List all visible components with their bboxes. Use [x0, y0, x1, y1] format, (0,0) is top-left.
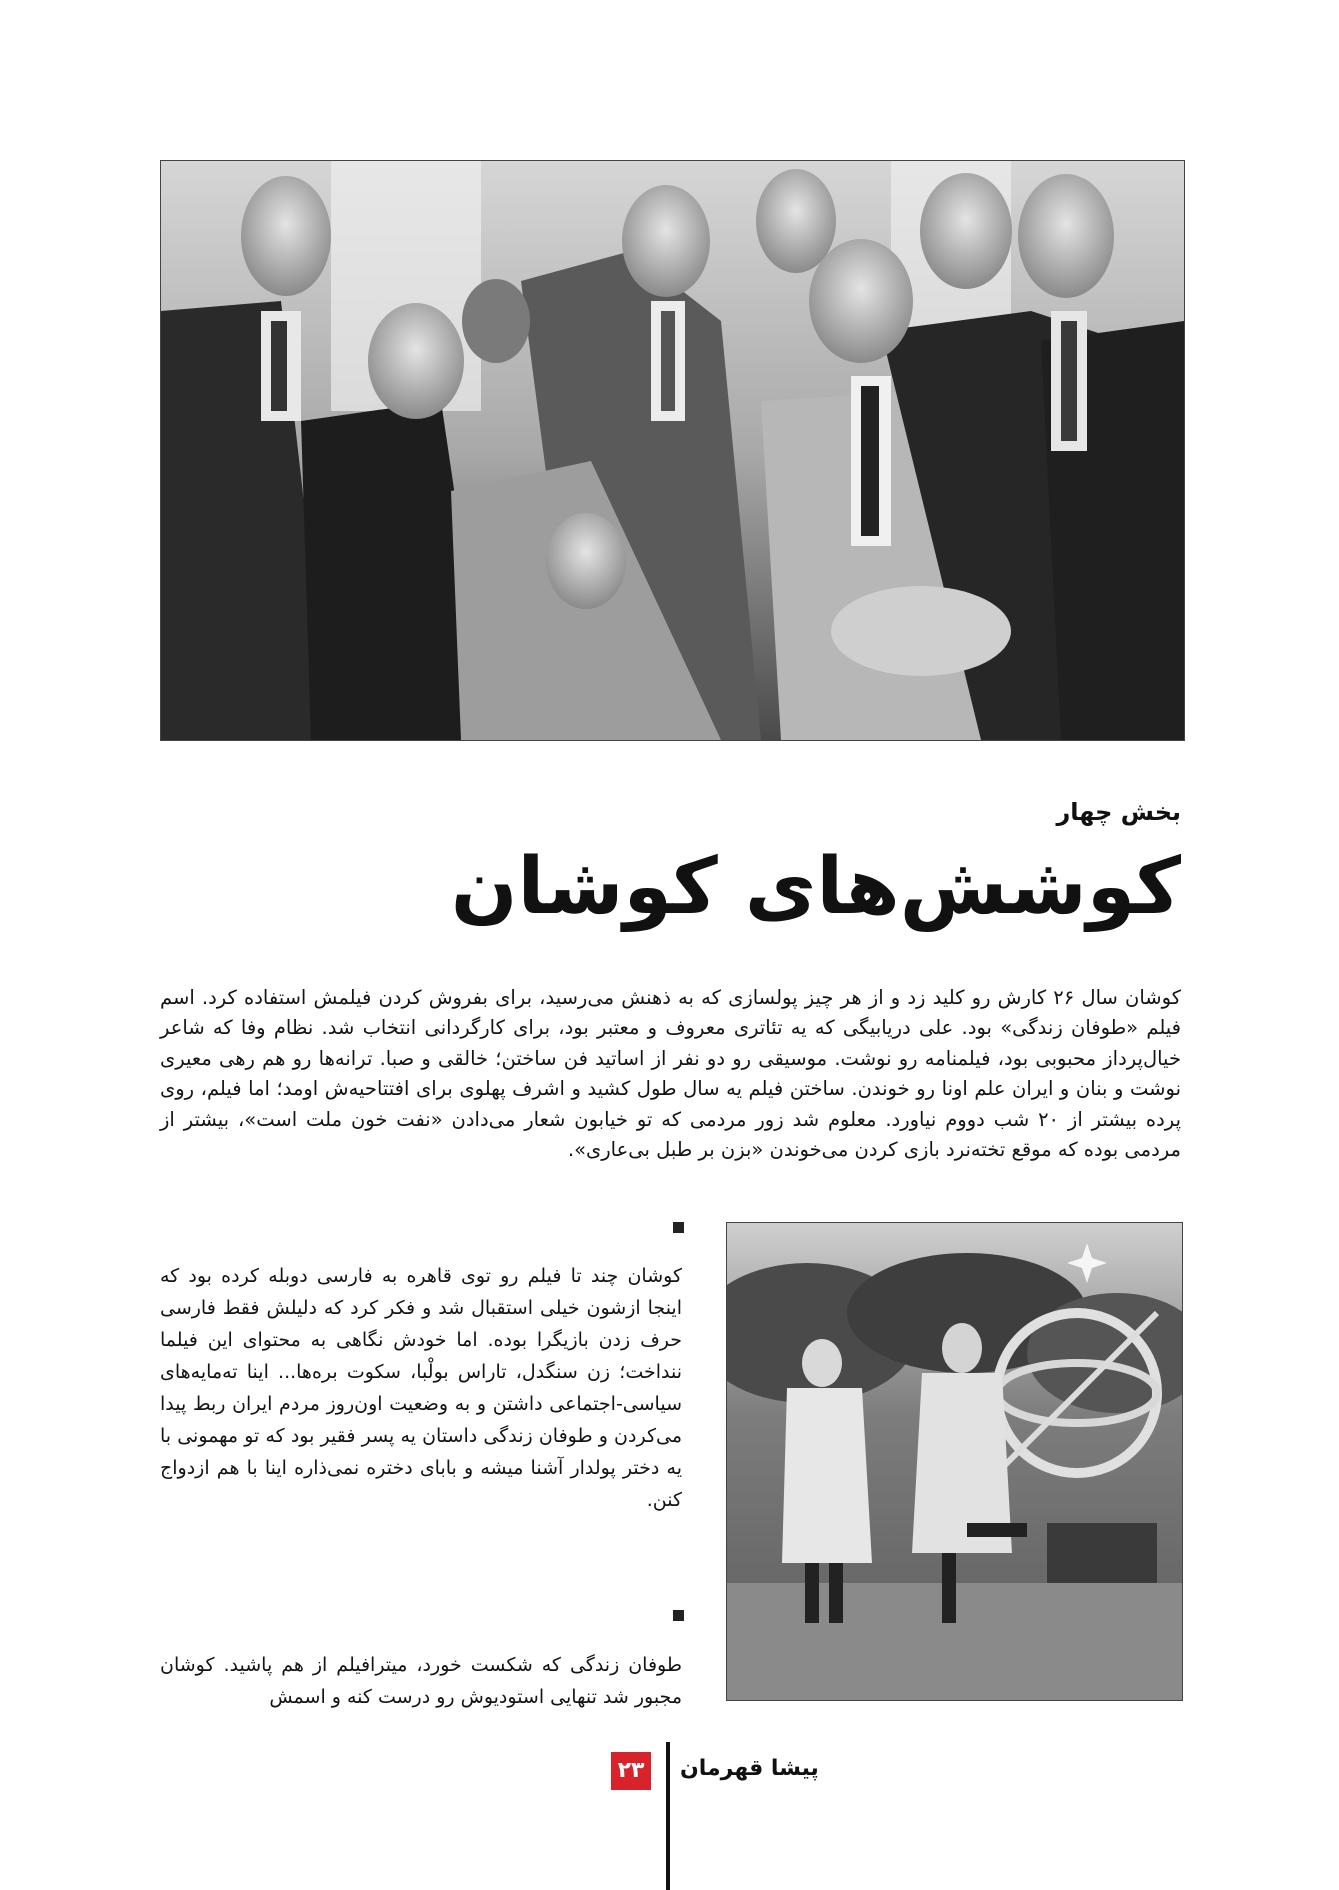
group-portrait-illustration [161, 161, 1184, 740]
footer-divider [666, 1742, 670, 1890]
body-paragraph-1: کوشان سال ۲۶ کارش رو کلید زد و از هر چیز پولسازی که به ذهنش می‌رسید، برای بفروش کردن فیلمش استفاده کرد. اسم فیلم «طوفان زندگی» بود. علی دریابیگی که یه تئاتری معروف و معتبر بود، برای کارگردانی انتخاب شد. نظام وفا که شاعر خیال‌پرداز محبوبی بود، فیلمنامه رو نوشت. موسیقی رو دو نفر از اساتید فن ساختن؛ خالقی و صبا. ترانه‌ها رو هم رهی معیری نوشت و بنان و ایران علم اونا رو خوندن. ساختن فیلم یه سال طول کشید و اشرف پهلوی برای افتتاحیه‌ش اومد؛ اما فیلم، روی پرده بیشتر از ۲۰ شب دووم نیاورد. معلوم شد زور مردمی که تو خیابون شعار می‌دادن «نفت خون ملت است»، بیشتر از مردمی بوده که موقع تخته‌نرد بازی کردن می‌خوندن «بزن بر طبل بی‌عاری». [160, 985, 1181, 1161]
section-label: بخش چهار [1056, 798, 1181, 826]
square-bullet-icon [673, 1610, 684, 1621]
body-paragraph-3: طوفان زندگی که شکست خورد، میترافیلم از هم پاشید. کوشان مجبور شد تنهایی استودیوش رو درست کنه و اسمش [160, 1654, 682, 1708]
two-men-garden-photo [726, 1222, 1183, 1701]
article-title: کوشش‌های کوشان [450, 842, 1181, 932]
page-number: ۲۳ [611, 1752, 651, 1790]
group-portrait-photo [160, 160, 1185, 741]
garden-scene-illustration [727, 1223, 1182, 1700]
square-bullet-icon [673, 1222, 684, 1233]
footer-author-name: پیشا قهرمان [680, 1756, 819, 1781]
body-paragraph-2: کوشان چند تا فیلم رو توی قاهره به فارسی دوبله کرده بود که اینجا ازشون خیلی استقبال شد و فکر کرد که دلیلش فقط فارسی حرف زدن بازیگرا بوده. اما خودش نگاهی به محتوای این فیلما ننداخت؛ زن سنگدل، تاراس بولْبا، سکوت بره‌ها... اینا ته‌مایه‌های سیاسی-اجتماعی داشتن و به وضعیت اون‌روز مردم ایران ربط پیدا می‌کردن و طوفان زندگی داستان یه پسر فقیر بود که تو مهمونی با یه دختر پولدار آشنا میشه و بابای دختره نمی‌ذاره اینا با هم ازدواج کنن. [160, 1265, 682, 1511]
